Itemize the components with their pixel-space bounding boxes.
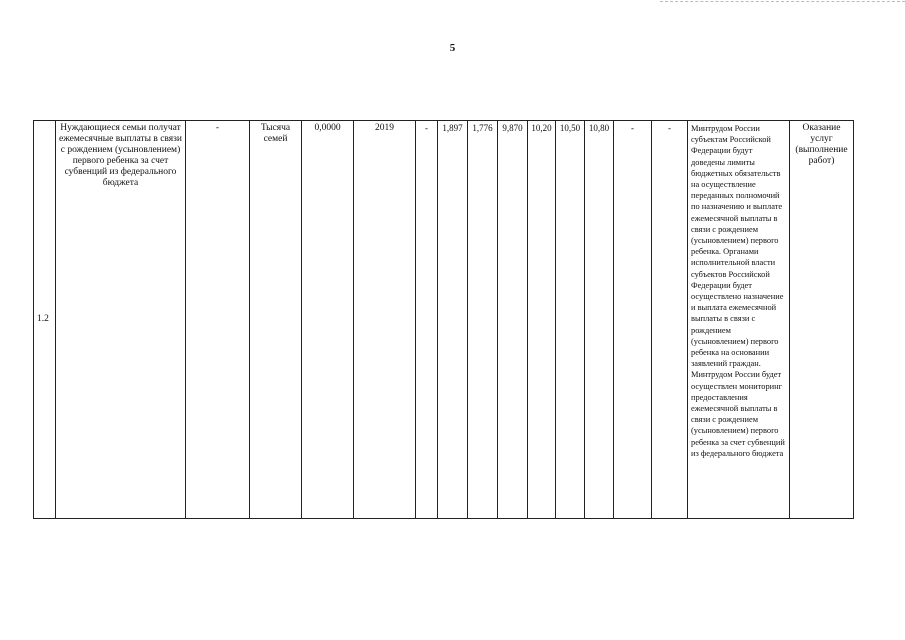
base-value-cell: 0,0000 [302, 121, 354, 519]
value-cell: 1,897 [438, 121, 468, 519]
unit-cell: Тысяча семей [250, 121, 302, 519]
base-year-cell: 2019 [354, 121, 416, 519]
responsible-description: Минтрудом России субъектам Российской Федерации будут доведены лимиты бюджетных обязательств на осуществление переданных полномочий по назначению и выплате ежемесячной выплаты в связи с рождением (усыновлением) первого ребенка. Органами исполнительной власти субъектов Российской Федерации будет осуществлено назначение и выплата ежемесячной выплаты в связи с рождением (усыновлением) первого ребенка на основании заявлений граждан. Минтрудом России будет осуществлен мониторинг предоставления ежемесячной выплаты в связи с рождением (усыновлением) первого ребенка за счет субвенций из федерального бюджета [688, 121, 790, 519]
value-cell: 10,50 [556, 121, 585, 519]
value-cell: 1,776 [468, 121, 498, 519]
dash-cell: - [186, 121, 250, 519]
value-cell: - [652, 121, 688, 519]
scan-corner-mark [660, 1, 905, 5]
value-cell: 10,80 [585, 121, 614, 519]
result-name: Нуждающиеся семьи получат ежемесячные выплаты в связи с рождением (усыновлением) первого ребенка за счет субвенций из федерального бюджета [56, 121, 186, 519]
value-cell: 10,20 [528, 121, 556, 519]
page-number: 5 [449, 42, 456, 54]
result-type: Оказание услуг (выполнение работ) [790, 121, 854, 519]
row-index: 1.2 [34, 121, 56, 519]
table-row [34, 121, 854, 519]
value-cell: 9,870 [498, 121, 528, 519]
value-cell: - [614, 121, 652, 519]
value-cell: - [416, 121, 438, 519]
results-table [33, 120, 854, 519]
